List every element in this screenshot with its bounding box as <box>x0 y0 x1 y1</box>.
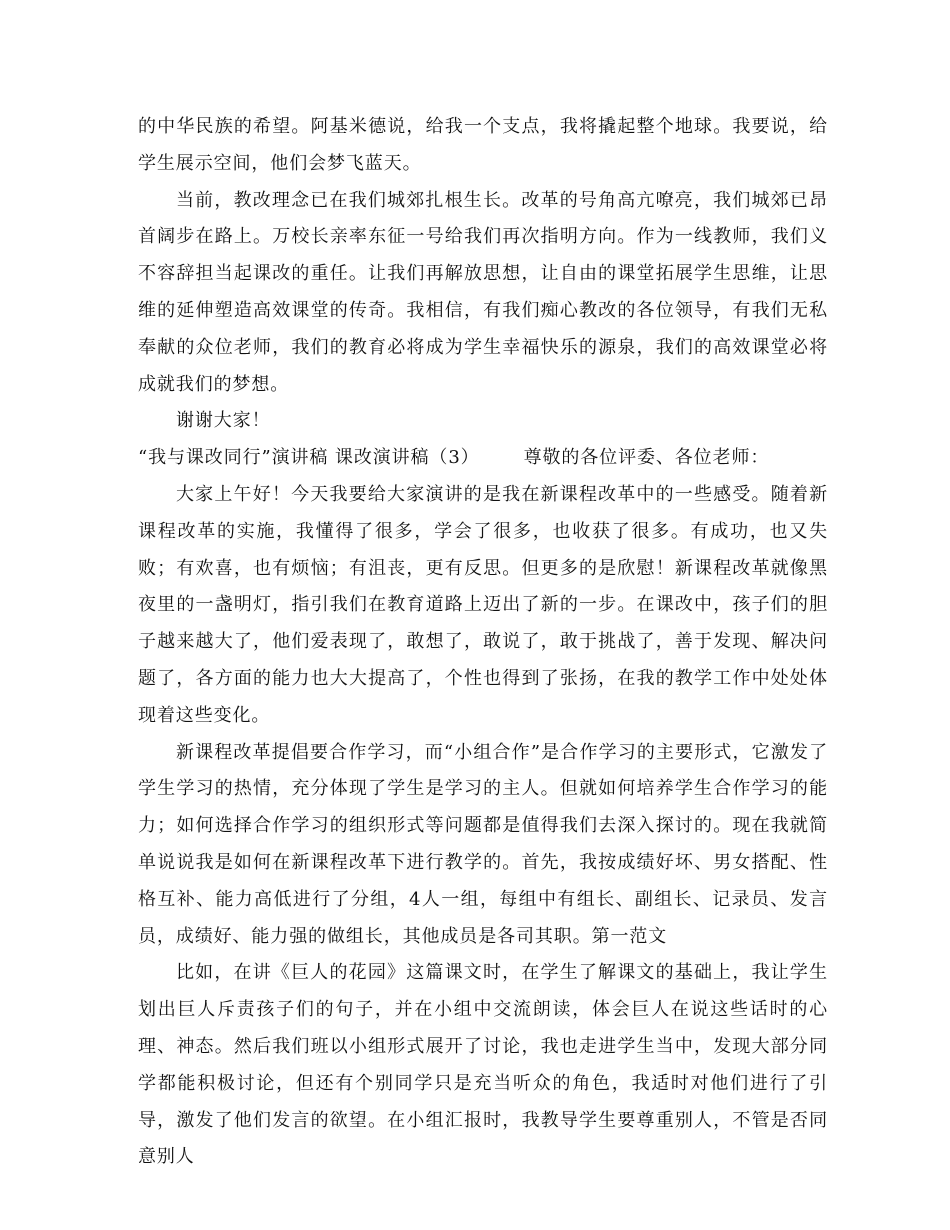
paragraph: 新课程改革提倡要合作学习，而“小组合作”是合作学习的主要形式，它激发了学生学习的热情，充分体现了学生是学习的主人。但就如何培养学生合作学习的能力；如何选择合作学习的组织形式等问题都是值得我们去深入探讨的。现在我就简单说说我是如何在新课程改革下进行教学的。首先，我按成绩好坏、男女搭配、性格互补、能力高低进行了分组，4人一组，每组中有组长、副组长、记录员、发言员，成绩好、能力强的做组长，其他成员是各司其职。第一范文 <box>138 741 828 947</box>
salutation: 尊敬的各位评委、各位老师： <box>523 447 770 469</box>
paragraph: 大家上午好！今天我要给大家演讲的是我在新课程改革中的一些感受。随着新课程改革的实施，我懂得了很多，学会了很多，也收获了很多。有成功，也又失败；有欢喜，也有烦恼；有沮丧，更有反思。但更多的是欣慰！新课程改革就像黑夜里的一盏明灯，指引我们在教育道路上迈出了新的一步。在课改中，孩子们的胆子越来越大了，他们爱表现了，敢想了，敢说了，敢于挑战了，善于发现、解决问题了，各方面的能力也大大提高了，个性也得到了张扬，在我的教学工作中处处体现着这些变化。 <box>138 483 828 726</box>
speech-title: “我与课改同行”演讲稿 课改演讲稿（3） <box>138 447 480 469</box>
paragraph: 比如，在讲《巨人的花园》这篇课文时，在学生了解课文的基础上，我让学生划出巨人斥责孩子们的句子，并在小组中交流朗读，体会巨人在说这些话时的心理、神态。然后我们班以小组形式展开了讨论，我也走进学生当中，发现大部分同学都能积极讨论，但还有个别同学只是充当听众的角色，我适时对他们进行了引导，激发了他们发言的欲望。在小组汇报时，我教导学生要尊重别人，不管是否同意别人 <box>138 962 828 1168</box>
paragraph: 的中华民族的希望。阿基米德说，给我一个支点，我将撬起整个地球。我要说，给学生展示空间，他们会梦飞蓝天。 <box>138 116 828 174</box>
paragraph-thanks: 谢谢大家！ <box>176 410 271 432</box>
paragraph: 当前，教改理念已在我们城郊扎根生长。改革的号角高亢嘹亮，我们城郊已昂首阔步在路上。万校长亲率东征一号给我们再次指明方向。作为一线教师，我们义不容辞担当起课改的重任。让我们再解放思想，让自由的课堂拓展学生思维，让思维的延伸塑造高效课堂的传奇。我相信，有我们痴心教改的各位领导，有我们无私奉献的众位老师，我们的教育必将成为学生幸福快乐的源泉，我们的高效课堂必将成就我们的梦想。 <box>138 189 828 395</box>
speech-title-line <box>138 440 828 477</box>
document-body <box>138 109 828 1176</box>
